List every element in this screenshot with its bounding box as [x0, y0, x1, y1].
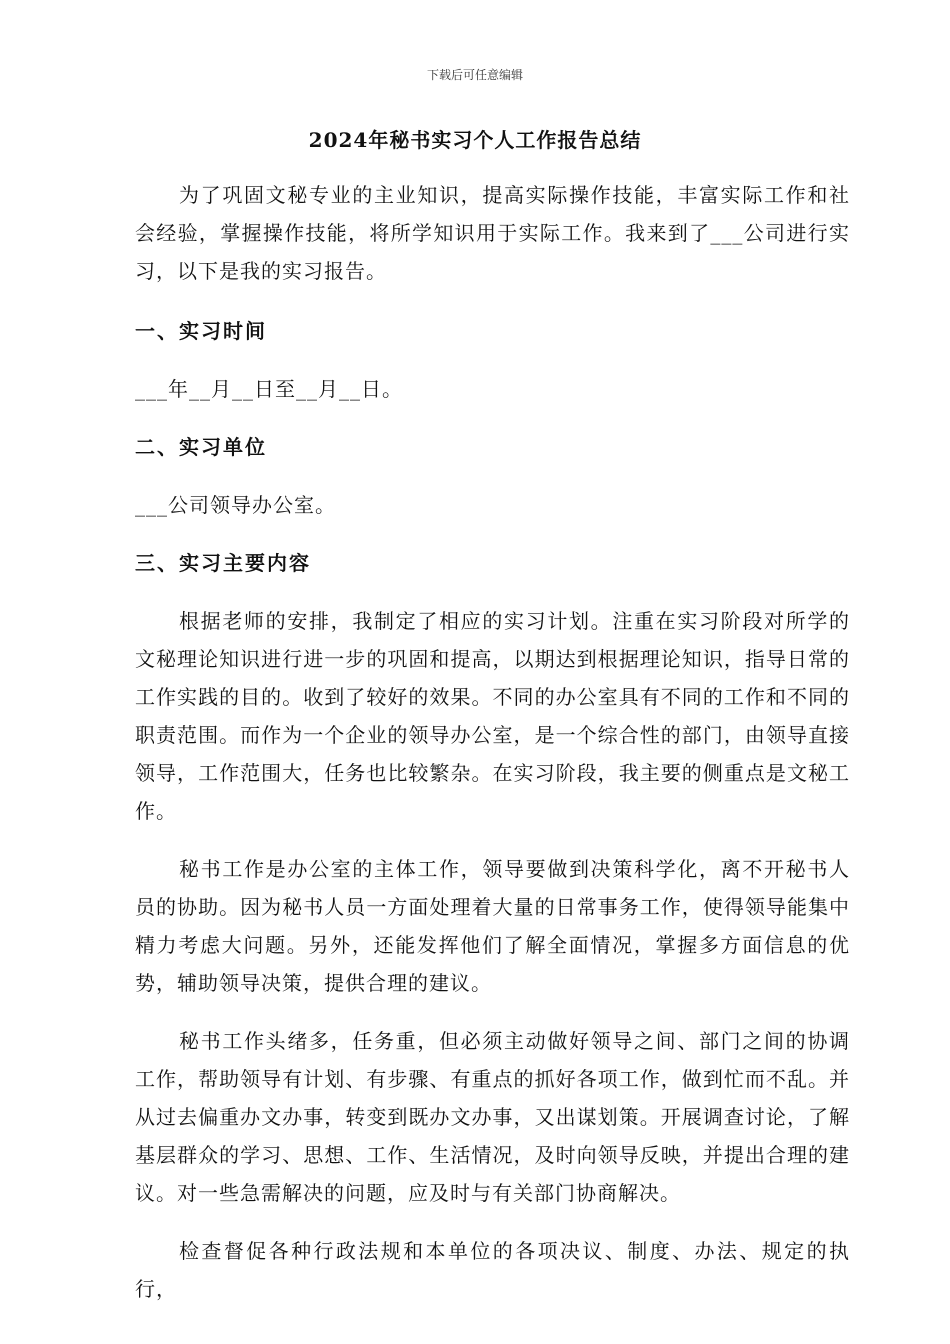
section-text-unit: ___公司领导办公室。: [135, 493, 336, 517]
section-text-time: ___年__月__日至__月__日。: [135, 377, 403, 401]
content-paragraph: 根据老师的安排，我制定了相应的实习计划。注重在实习阶段对所学的文秘理论知识进行进一步的巩固和提高，以期达到根据理论知识，指导日常的工作实践的目的。收到了较好的效果。不同的办公室具有不同的工作和不同的职责范围。而作为一个企业的领导办公室，是一个综合性的部门，由领导直接领导，工作范围大，任务也比较繁杂。在实习阶段，我主要的侧重点是文秘工作。: [135, 609, 850, 823]
content-paragraph: 检查督促各种行政法规和本单位的各项决议、制度、办法、规定的执行，: [135, 1239, 850, 1301]
intro-paragraph: 为了巩固文秘专业的主业知识，提高实际操作技能，丰富实际工作和社会经验，掌握操作技能，将所学知识用于实际工作。我来到了___公司进行实习，以下是我的实习报告。: [135, 183, 850, 283]
header-note: 下载后可任意编辑: [426, 68, 523, 82]
section-heading-content: 三、实习主要内容: [135, 551, 311, 575]
document-body: [135, 176, 850, 1308]
content-paragraph: 秘书工作头绪多，任务重，但必须主动做好领导之间、部门之间的协调工作，帮助领导有计划、有步骤、有重点的抓好各项工作，做到忙而不乱。并从过去偏重办文办事，转变到既办文办事，又出谋划策。开展调查讨论，了解基层群众的学习、思想、工作、生活情况，及时向领导反映，并提出合理的建议。对一些急需解决的问题，应及时与有关部门协商解决。: [135, 1029, 850, 1205]
document-title: 2024年秘书实习个人工作报告总结: [308, 128, 642, 152]
section-heading-time: 一、实习时间: [135, 319, 267, 343]
section-heading-unit: 二、实习单位: [135, 435, 267, 459]
content-paragraph: 秘书工作是办公室的主体工作，领导要做到决策科学化，离不开秘书人员的协助。因为秘书人员一方面处理着大量的日常事务工作，使得领导能集中精力考虑大问题。另外，还能发挥他们了解全面情况，掌握多方面信息的优势，辅助领导决策，提供合理的建议。: [135, 857, 850, 995]
